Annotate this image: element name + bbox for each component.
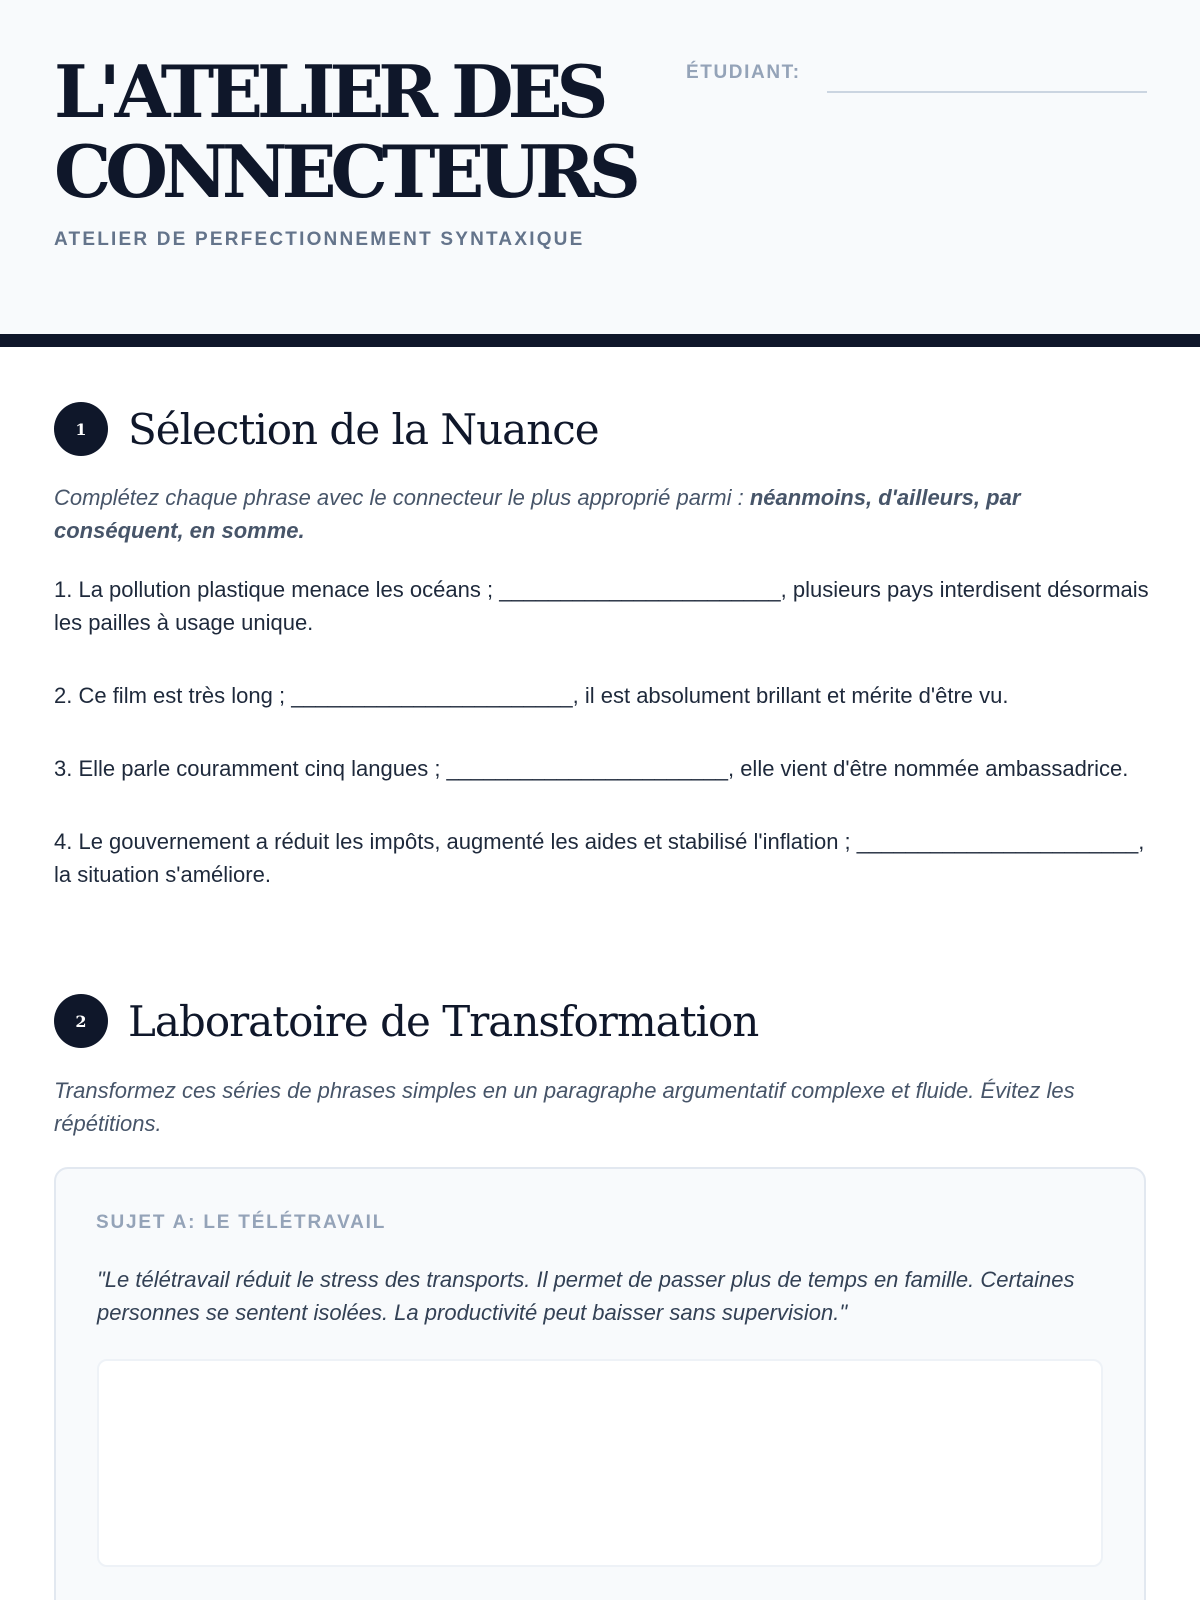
exercise-1-text-after: , plusieurs pays interdisent désormais les pailles à usage unique. <box>54 577 1149 635</box>
student-name-label: ÉTUDIANT: <box>686 62 801 83</box>
answer-textarea[interactable] <box>97 1359 1103 1567</box>
page-header <box>0 0 1200 334</box>
page-title <box>54 49 694 214</box>
topic-card-quote: "Le télétravail réduit le stress des transports. Il permet de passer plus de temps en famille. Certaines personnes se sentent isolées. La productivité peut baisser sans supervision." <box>97 1267 1075 1325</box>
exercise-1-text-before: 1. La pollution plastique menace les océans ; <box>54 577 500 602</box>
section-2-title: Laboratoire de Transformation <box>128 996 759 1046</box>
exercise-2-text-before: 2. Ce film est très long ; <box>54 683 292 708</box>
section-1-instruction-text: Complétez chaque phrase avec le connecteur le plus approprié parmi : <box>54 485 750 510</box>
section-1-heading <box>54 402 599 456</box>
exercise-3-blank[interactable]: _______________________ <box>446 756 728 781</box>
exercise-list <box>54 573 1154 931</box>
header-divider <box>0 334 1200 347</box>
exercise-1-blank[interactable]: _______________________ <box>499 577 781 602</box>
exercise-item-4 <box>54 825 1154 891</box>
exercise-item-1 <box>54 573 1154 639</box>
student-name-field[interactable] <box>827 91 1147 93</box>
exercise-4-blank[interactable]: _______________________ <box>856 829 1139 854</box>
exercise-2-blank[interactable]: _______________________ <box>291 683 573 708</box>
exercise-4-text-before: 4. Le gouvernement a réduit les impôts, augmenté les aides et stabilisé l'inflation ; <box>54 829 857 854</box>
exercise-3-text-before: 3. Elle parle couramment cinq langues ; <box>54 756 447 781</box>
section-1-title: Sélection de la Nuance <box>128 404 599 454</box>
exercise-item-2 <box>54 679 1154 712</box>
page-subtitle: ATELIER DE PERFECTIONNEMENT SYNTAXIQUE <box>54 229 585 250</box>
topic-card-label: SUJET A: LE TÉLÉTRAVAIL <box>96 1212 387 1233</box>
page-title-line-1: L'ATELIER DES <box>54 49 603 134</box>
connector-options: néanmoins, d'ailleurs, par conséquent, en somme. <box>54 485 1021 543</box>
exercise-item-3 <box>54 752 1154 785</box>
section-1-number-badge: 1 <box>54 402 108 456</box>
section-2-instruction: Transformez ces séries de phrases simples en un paragraphe argumentatif complexe et fluide. Évitez les répétitions. <box>54 1078 1075 1136</box>
section-2-number-badge: 2 <box>54 994 108 1048</box>
topic-card <box>54 1167 1146 1600</box>
exercise-4-text-after: , la situation s'améliore. <box>54 829 1145 887</box>
section-2-heading <box>54 994 758 1048</box>
exercise-2-text-after: , il est absolument brillant et mérite d'être vu. <box>572 683 1009 708</box>
page-title-line-2: CONNECTEURS <box>54 129 635 214</box>
section-1-instruction <box>54 481 1146 547</box>
exercise-3-text-after: , elle vient d'être nommée ambassadrice. <box>727 756 1129 781</box>
